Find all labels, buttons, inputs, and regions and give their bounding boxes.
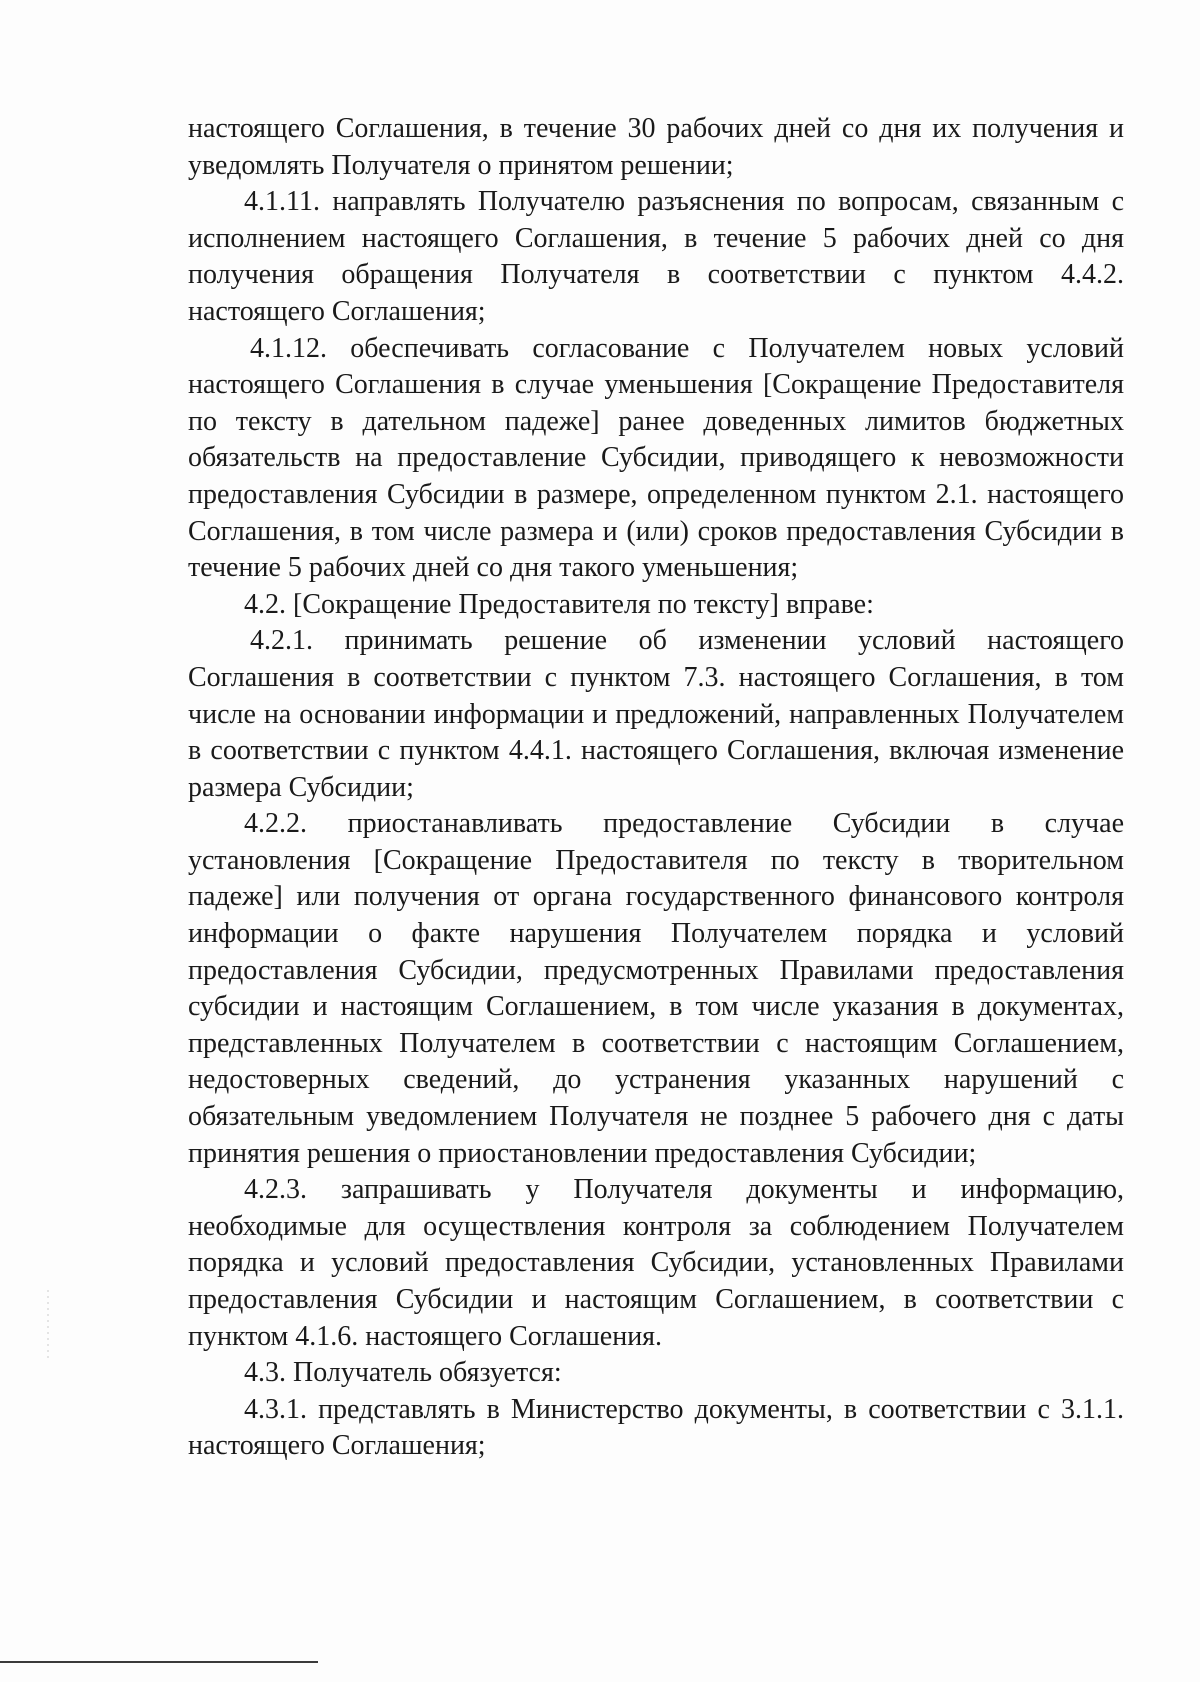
document-body: [188, 111, 1124, 1465]
paragraph-4-2-3: 4.2.3. запрашивать у Получателя документы и информацию, необходимые для осуществления контроля за соблюдением Получателем порядка и условий предоставления Субсидии, установленных Правилами предоставления Субсидии и настоящим Соглашением, в соответствии с пунктом 4.1.6. настоящего Соглашения.: [188, 1174, 1124, 1352]
paragraph-4-2: 4.2. [Сокращение Предоставителя по тексту] вправе:: [244, 588, 874, 620]
footnote-separator-line: [0, 1661, 318, 1663]
paragraph-4-2-1: 4.2.1. принимать решение об изменении условий настоящего Соглашения в соответствии с пунктом 7.3. настоящего Соглашения, в том числе на основании информации и предложений, направленных Получателем в соответствии с пунктом 4.4.1. настоящего Соглашения, включая изменение размера Субсидии;: [188, 625, 1124, 803]
paragraph-4-3: 4.3. Получатель обязуется:: [244, 1357, 562, 1389]
paragraph-4-3-1: 4.3.1. представлять в Министерство документы, в соответствии с 3.1.1. настоящего Соглашения;: [188, 1393, 1124, 1462]
paragraph-4-1-12: 4.1.12. обеспечивать согласование с Получателем новых условий настоящего Соглашения в случае уменьшения [Сокращение Предоставителя по тексту в дательном падеже] ранее доведенных лимитов бюджетных обязательств на предоставление Субсидии, приводящего к невозможности предоставления Субсидии в размере, определенном пунктом 2.1. настоящего Соглашения, в том числе размера и (или) сроков предоставления Субсидии в течение 5 рабочих дней со дня такого уменьшения;: [188, 332, 1124, 584]
paragraph-4-2-2: 4.2.2. приостанавливать предоставление Субсидии в случае установления [Сокращение Предоставителя по тексту в творительном падеже] или получения от органа государственного финансового контроля информации о факте нарушения Получателем порядка и условий предоставления Субсидии, предусмотренных Правилами предоставления субсидии и настоящим Соглашением, в том числе указания в документах, представленных Получателем в соответствии с настоящим Соглашением, недостоверных сведений, до устранения указанных нарушений с обязательным уведомлением Получателя не позднее 5 рабочего дня с даты принятия решения о приостановлении предоставления Субсидии;: [188, 808, 1124, 1169]
scan-artifact: [47, 1290, 49, 1360]
paragraph-continuation: настоящего Соглашения, в течение 30 рабочих дней со дня их получения и уведомлять Получателя о принятом решении;: [188, 113, 1124, 181]
paragraph-4-1-11: 4.1.11. направлять Получателю разъяснения по вопросам, связанным с исполнением настоящего Соглашения, в течение 5 рабочих дней со дня получения обращения Получателя в соответствии с пунктом 4.4.2. настоящего Соглашения;: [188, 186, 1124, 327]
